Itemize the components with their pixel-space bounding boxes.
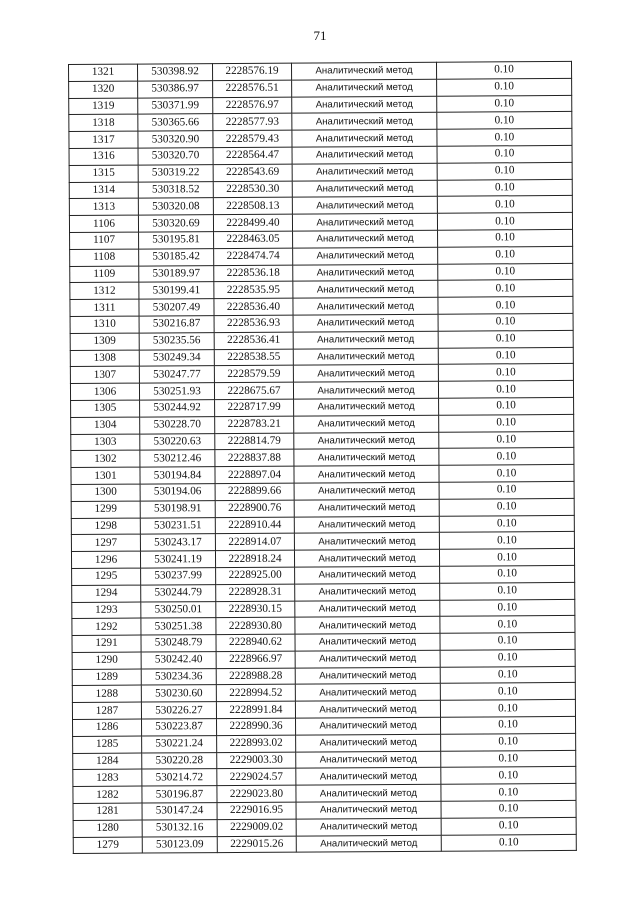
- y-coordinate-cell: 2228535.95: [214, 281, 293, 298]
- accuracy-cell: 0.10: [439, 448, 574, 466]
- y-coordinate-cell: 2228536.93: [214, 315, 293, 332]
- x-coordinate-cell: 530237.99: [141, 568, 216, 585]
- accuracy-cell: 0.10: [438, 364, 573, 382]
- x-coordinate-cell: 530251.38: [141, 618, 216, 635]
- method-cell: Аналитический метод: [294, 449, 439, 467]
- point-number-cell: 1298: [71, 518, 140, 535]
- x-coordinate-cell: 530185.42: [139, 248, 214, 265]
- x-coordinate-cell: 530223.87: [142, 719, 217, 736]
- y-coordinate-cell: 2228837.88: [215, 449, 294, 466]
- x-coordinate-cell: 530320.69: [138, 215, 213, 232]
- accuracy-cell: 0.10: [441, 767, 576, 785]
- x-coordinate-cell: 530248.79: [141, 635, 216, 652]
- x-coordinate-cell: 530247.77: [139, 366, 214, 383]
- x-coordinate-cell: 530250.01: [141, 601, 216, 618]
- x-coordinate-cell: 530194.84: [140, 467, 215, 484]
- method-cell: Аналитический метод: [293, 264, 438, 282]
- x-coordinate-cell: 530212.46: [140, 450, 215, 467]
- point-number-cell: 1303: [71, 434, 140, 451]
- x-coordinate-cell: 530231.51: [140, 517, 215, 534]
- accuracy-cell: 0.10: [438, 246, 573, 264]
- y-coordinate-cell: 2228930.80: [216, 617, 295, 634]
- method-cell: Аналитический метод: [296, 835, 441, 853]
- method-cell: Аналитический метод: [293, 331, 438, 349]
- x-coordinate-cell: 530365.66: [138, 114, 213, 131]
- accuracy-cell: 0.10: [441, 733, 576, 751]
- y-coordinate-cell: 2228576.19: [213, 63, 292, 80]
- method-cell: Аналитический метод: [296, 785, 441, 803]
- point-number-cell: 1285: [73, 736, 142, 753]
- point-number-cell: 1109: [70, 266, 139, 283]
- y-coordinate-cell: 2228914.07: [215, 533, 294, 550]
- accuracy-cell: 0.10: [439, 498, 574, 516]
- method-cell: Аналитический метод: [294, 465, 439, 483]
- y-coordinate-cell: 2228966.97: [216, 651, 295, 668]
- point-number-cell: 1309: [70, 333, 139, 350]
- y-coordinate-cell: 2228988.28: [216, 668, 295, 685]
- method-cell: Аналитический метод: [296, 818, 441, 836]
- method-cell: Аналитический метод: [293, 247, 438, 265]
- accuracy-cell: 0.10: [440, 582, 575, 600]
- method-cell: Аналитический метод: [292, 197, 437, 215]
- table-body: [69, 61, 577, 854]
- x-coordinate-cell: 530242.40: [141, 651, 216, 668]
- x-coordinate-cell: 530234.36: [141, 668, 216, 685]
- method-cell: Аналитический метод: [296, 768, 441, 786]
- method-cell: Аналитический метод: [293, 381, 438, 399]
- x-coordinate-cell: 530249.34: [139, 349, 214, 366]
- accuracy-cell: 0.10: [439, 397, 574, 415]
- accuracy-cell: 0.10: [438, 330, 573, 348]
- table-row: [73, 834, 576, 854]
- method-cell: Аналитический метод: [295, 566, 440, 584]
- point-number-cell: 1292: [72, 618, 141, 635]
- y-coordinate-cell: 2228577.93: [213, 114, 292, 131]
- y-coordinate-cell: 2228463.05: [214, 231, 293, 248]
- accuracy-cell: 0.10: [438, 229, 573, 247]
- x-coordinate-cell: 530199.41: [139, 282, 214, 299]
- point-number-cell: 1319: [69, 98, 138, 115]
- y-coordinate-cell: 2228897.04: [215, 466, 294, 483]
- method-cell: Аналитический метод: [294, 482, 439, 500]
- point-number-cell: 1310: [70, 316, 139, 333]
- method-cell: Аналитический метод: [296, 717, 441, 735]
- x-coordinate-cell: 530207.49: [139, 299, 214, 316]
- point-number-cell: 1283: [73, 770, 142, 787]
- y-coordinate-cell: 2228579.59: [214, 365, 293, 382]
- y-coordinate-cell: 2228543.69: [213, 164, 292, 181]
- y-coordinate-cell: 2228538.55: [214, 349, 293, 366]
- x-coordinate-cell: 530132.16: [142, 819, 217, 836]
- accuracy-cell: 0.10: [437, 129, 572, 147]
- x-coordinate-cell: 530216.87: [139, 316, 214, 333]
- method-cell: Аналитический метод: [292, 79, 437, 97]
- y-coordinate-cell: 2228536.41: [214, 332, 293, 349]
- x-coordinate-cell: 530398.92: [138, 64, 213, 81]
- method-cell: Аналитический метод: [295, 600, 440, 618]
- method-cell: Аналитический метод: [296, 801, 441, 819]
- accuracy-cell: 0.10: [438, 381, 573, 399]
- accuracy-cell: 0.10: [440, 565, 575, 583]
- method-cell: Аналитический метод: [294, 398, 439, 416]
- method-cell: Аналитический метод: [294, 516, 439, 534]
- y-coordinate-cell: 2228994.52: [216, 685, 295, 702]
- x-coordinate-cell: 530251.93: [139, 383, 214, 400]
- y-coordinate-cell: 2228918.24: [215, 550, 294, 567]
- point-number-cell: 1302: [71, 450, 140, 467]
- y-coordinate-cell: 2228930.15: [216, 601, 295, 618]
- point-number-cell: 1314: [69, 182, 138, 199]
- x-coordinate-cell: 530228.70: [140, 416, 215, 433]
- x-coordinate-cell: 530220.63: [140, 433, 215, 450]
- accuracy-cell: 0.10: [440, 683, 575, 701]
- x-coordinate-cell: 530195.81: [139, 232, 214, 249]
- y-coordinate-cell: 2228910.44: [215, 517, 294, 534]
- method-cell: Аналитический метод: [294, 533, 439, 551]
- accuracy-cell: 0.10: [437, 95, 572, 113]
- x-coordinate-cell: 530386.97: [138, 80, 213, 97]
- point-number-cell: 1107: [70, 232, 139, 249]
- x-coordinate-cell: 530194.06: [140, 484, 215, 501]
- y-coordinate-cell: 2228900.76: [215, 500, 294, 517]
- method-cell: Аналитический метод: [293, 281, 438, 299]
- method-cell: Аналитический метод: [292, 129, 437, 147]
- point-number-cell: 1307: [70, 366, 139, 383]
- accuracy-cell: 0.10: [438, 313, 573, 331]
- y-coordinate-cell: 2229009.02: [217, 819, 296, 836]
- point-number-cell: 1316: [69, 148, 138, 165]
- point-number-cell: 1108: [70, 249, 139, 266]
- accuracy-cell: 0.10: [441, 750, 576, 768]
- x-coordinate-cell: 530235.56: [139, 332, 214, 349]
- point-number-cell: 1295: [72, 568, 141, 585]
- y-coordinate-cell: 2228499.40: [213, 214, 292, 231]
- accuracy-cell: 0.10: [441, 834, 576, 852]
- method-cell: Аналитический метод: [295, 667, 440, 685]
- y-coordinate-cell: 2229016.95: [217, 802, 296, 819]
- x-coordinate-cell: 530241.19: [140, 551, 215, 568]
- accuracy-cell: 0.10: [440, 616, 575, 634]
- x-coordinate-cell: 530230.60: [141, 685, 216, 702]
- point-number-cell: 1301: [71, 467, 140, 484]
- accuracy-cell: 0.10: [436, 61, 571, 79]
- y-coordinate-cell: 2228576.51: [213, 80, 292, 97]
- point-number-cell: 1289: [72, 669, 141, 686]
- y-coordinate-cell: 2228675.67: [214, 382, 293, 399]
- method-cell: Аналитический метод: [294, 432, 439, 450]
- point-number-cell: 1291: [72, 635, 141, 652]
- x-coordinate-cell: 530189.97: [139, 265, 214, 282]
- y-coordinate-cell: 2228783.21: [215, 416, 294, 433]
- accuracy-cell: 0.10: [439, 431, 574, 449]
- accuracy-cell: 0.10: [438, 297, 573, 315]
- point-number-cell: 1304: [71, 417, 140, 434]
- x-coordinate-cell: 530244.92: [140, 400, 215, 417]
- x-coordinate-cell: 530123.09: [142, 836, 217, 853]
- method-cell: Аналитический метод: [295, 701, 440, 719]
- method-cell: Аналитический метод: [295, 650, 440, 668]
- method-cell: Аналитический метод: [292, 113, 437, 131]
- accuracy-cell: 0.10: [440, 700, 575, 718]
- accuracy-cell: 0.10: [440, 666, 575, 684]
- y-coordinate-cell: 2228576.97: [213, 97, 292, 114]
- accuracy-cell: 0.10: [438, 280, 573, 298]
- method-cell: Аналитический метод: [291, 62, 436, 80]
- point-number-cell: 1279: [73, 837, 142, 854]
- method-cell: Аналитический метод: [296, 751, 441, 769]
- method-cell: Аналитический метод: [293, 365, 438, 383]
- method-cell: Аналитический метод: [294, 549, 439, 567]
- x-coordinate-cell: 530221.24: [142, 735, 217, 752]
- point-number-cell: 1286: [73, 719, 142, 736]
- point-number-cell: 1300: [71, 484, 140, 501]
- method-cell: Аналитический метод: [292, 96, 437, 114]
- y-coordinate-cell: 2228940.62: [216, 634, 295, 651]
- point-number-cell: 1299: [71, 501, 140, 518]
- y-coordinate-cell: 2228928.31: [216, 584, 295, 601]
- x-coordinate-cell: 530147.24: [142, 803, 217, 820]
- x-coordinate-cell: 530319.22: [138, 164, 213, 181]
- accuracy-cell: 0.10: [437, 196, 572, 214]
- x-coordinate-cell: 530198.91: [140, 500, 215, 517]
- y-coordinate-cell: 2229015.26: [217, 836, 296, 853]
- accuracy-cell: 0.10: [440, 633, 575, 651]
- x-coordinate-cell: 530226.27: [141, 702, 216, 719]
- x-coordinate-cell: 530320.70: [138, 148, 213, 165]
- x-coordinate-cell: 530220.28: [142, 752, 217, 769]
- accuracy-cell: 0.10: [441, 784, 576, 802]
- accuracy-cell: 0.10: [440, 599, 575, 617]
- accuracy-cell: 0.10: [439, 481, 574, 499]
- y-coordinate-cell: 2228899.66: [215, 483, 294, 500]
- y-coordinate-cell: 2228579.43: [213, 130, 292, 147]
- x-coordinate-cell: 530371.99: [138, 97, 213, 114]
- point-number-cell: 1106: [69, 215, 138, 232]
- y-coordinate-cell: 2228993.02: [217, 735, 296, 752]
- accuracy-cell: 0.10: [439, 465, 574, 483]
- point-number-cell: 1293: [72, 602, 141, 619]
- accuracy-cell: 0.10: [441, 817, 576, 835]
- y-coordinate-cell: 2228536.18: [214, 265, 293, 282]
- point-number-cell: 1284: [73, 753, 142, 770]
- point-number-cell: 1305: [71, 400, 140, 417]
- y-coordinate-cell: 2229003.30: [217, 752, 296, 769]
- y-coordinate-cell: 2228536.40: [214, 298, 293, 315]
- coordinates-table: [68, 61, 577, 855]
- x-coordinate-cell: 530244.79: [141, 584, 216, 601]
- method-cell: Аналитический метод: [295, 583, 440, 601]
- page-number: 71: [313, 28, 327, 43]
- method-cell: Аналитический метод: [295, 684, 440, 702]
- point-number-cell: 1315: [69, 165, 138, 182]
- accuracy-cell: 0.10: [437, 145, 572, 163]
- accuracy-cell: 0.10: [437, 179, 572, 197]
- point-number-cell: 1282: [73, 786, 142, 803]
- point-number-cell: 1313: [69, 198, 138, 215]
- accuracy-cell: 0.10: [441, 800, 576, 818]
- method-cell: Аналитический метод: [296, 734, 441, 752]
- accuracy-cell: 0.10: [439, 515, 574, 533]
- point-number-cell: 1294: [72, 585, 141, 602]
- point-number-cell: 1296: [71, 551, 140, 568]
- accuracy-cell: 0.10: [439, 532, 574, 550]
- y-coordinate-cell: 2229024.57: [217, 769, 296, 786]
- method-cell: Аналитический метод: [292, 146, 437, 164]
- accuracy-cell: 0.10: [437, 78, 572, 96]
- point-number-cell: 1311: [70, 299, 139, 316]
- point-number-cell: 1297: [71, 534, 140, 551]
- accuracy-cell: 0.10: [437, 112, 572, 130]
- y-coordinate-cell: 2228925.00: [216, 567, 295, 584]
- method-cell: Аналитический метод: [292, 163, 437, 181]
- method-cell: Аналитический метод: [292, 213, 437, 231]
- coordinates-table-wrapper: [68, 61, 577, 855]
- accuracy-cell: 0.10: [439, 414, 574, 432]
- y-coordinate-cell: 2228717.99: [215, 399, 294, 416]
- point-number-cell: 1312: [70, 282, 139, 299]
- accuracy-cell: 0.10: [439, 549, 574, 567]
- method-cell: Аналитический метод: [295, 617, 440, 635]
- accuracy-cell: 0.10: [437, 213, 572, 231]
- y-coordinate-cell: 2229023.80: [217, 785, 296, 802]
- method-cell: Аналитический метод: [294, 499, 439, 517]
- method-cell: Аналитический метод: [293, 230, 438, 248]
- x-coordinate-cell: 530320.90: [138, 131, 213, 148]
- method-cell: Аналитический метод: [294, 415, 439, 433]
- point-number-cell: 1290: [72, 652, 141, 669]
- x-coordinate-cell: 530214.72: [142, 769, 217, 786]
- y-coordinate-cell: 2228991.84: [216, 701, 295, 718]
- y-coordinate-cell: 2228814.79: [215, 433, 294, 450]
- method-cell: Аналитический метод: [295, 633, 440, 651]
- point-number-cell: 1306: [70, 383, 139, 400]
- method-cell: Аналитический метод: [293, 348, 438, 366]
- point-number-cell: 1288: [72, 686, 141, 703]
- point-number-cell: 1280: [73, 820, 142, 837]
- point-number-cell: 1321: [69, 64, 138, 81]
- point-number-cell: 1318: [69, 114, 138, 131]
- y-coordinate-cell: 2228474.74: [214, 248, 293, 265]
- y-coordinate-cell: 2228508.13: [213, 198, 292, 215]
- point-number-cell: 1317: [69, 131, 138, 148]
- x-coordinate-cell: 530243.17: [140, 534, 215, 551]
- point-number-cell: 1281: [73, 803, 142, 820]
- y-coordinate-cell: 2228990.36: [217, 718, 296, 735]
- accuracy-cell: 0.10: [438, 263, 573, 281]
- method-cell: Аналитический метод: [293, 297, 438, 315]
- accuracy-cell: 0.10: [440, 649, 575, 667]
- accuracy-cell: 0.10: [438, 347, 573, 365]
- point-number-cell: 1287: [72, 702, 141, 719]
- x-coordinate-cell: 530318.52: [138, 181, 213, 198]
- accuracy-cell: 0.10: [437, 162, 572, 180]
- point-number-cell: 1308: [70, 350, 139, 367]
- method-cell: Аналитический метод: [292, 180, 437, 198]
- x-coordinate-cell: 530320.08: [138, 198, 213, 215]
- method-cell: Аналитический метод: [293, 314, 438, 332]
- accuracy-cell: 0.10: [440, 716, 575, 734]
- point-number-cell: 1320: [69, 81, 138, 98]
- y-coordinate-cell: 2228530.30: [213, 181, 292, 198]
- y-coordinate-cell: 2228564.47: [213, 147, 292, 164]
- x-coordinate-cell: 530196.87: [142, 786, 217, 803]
